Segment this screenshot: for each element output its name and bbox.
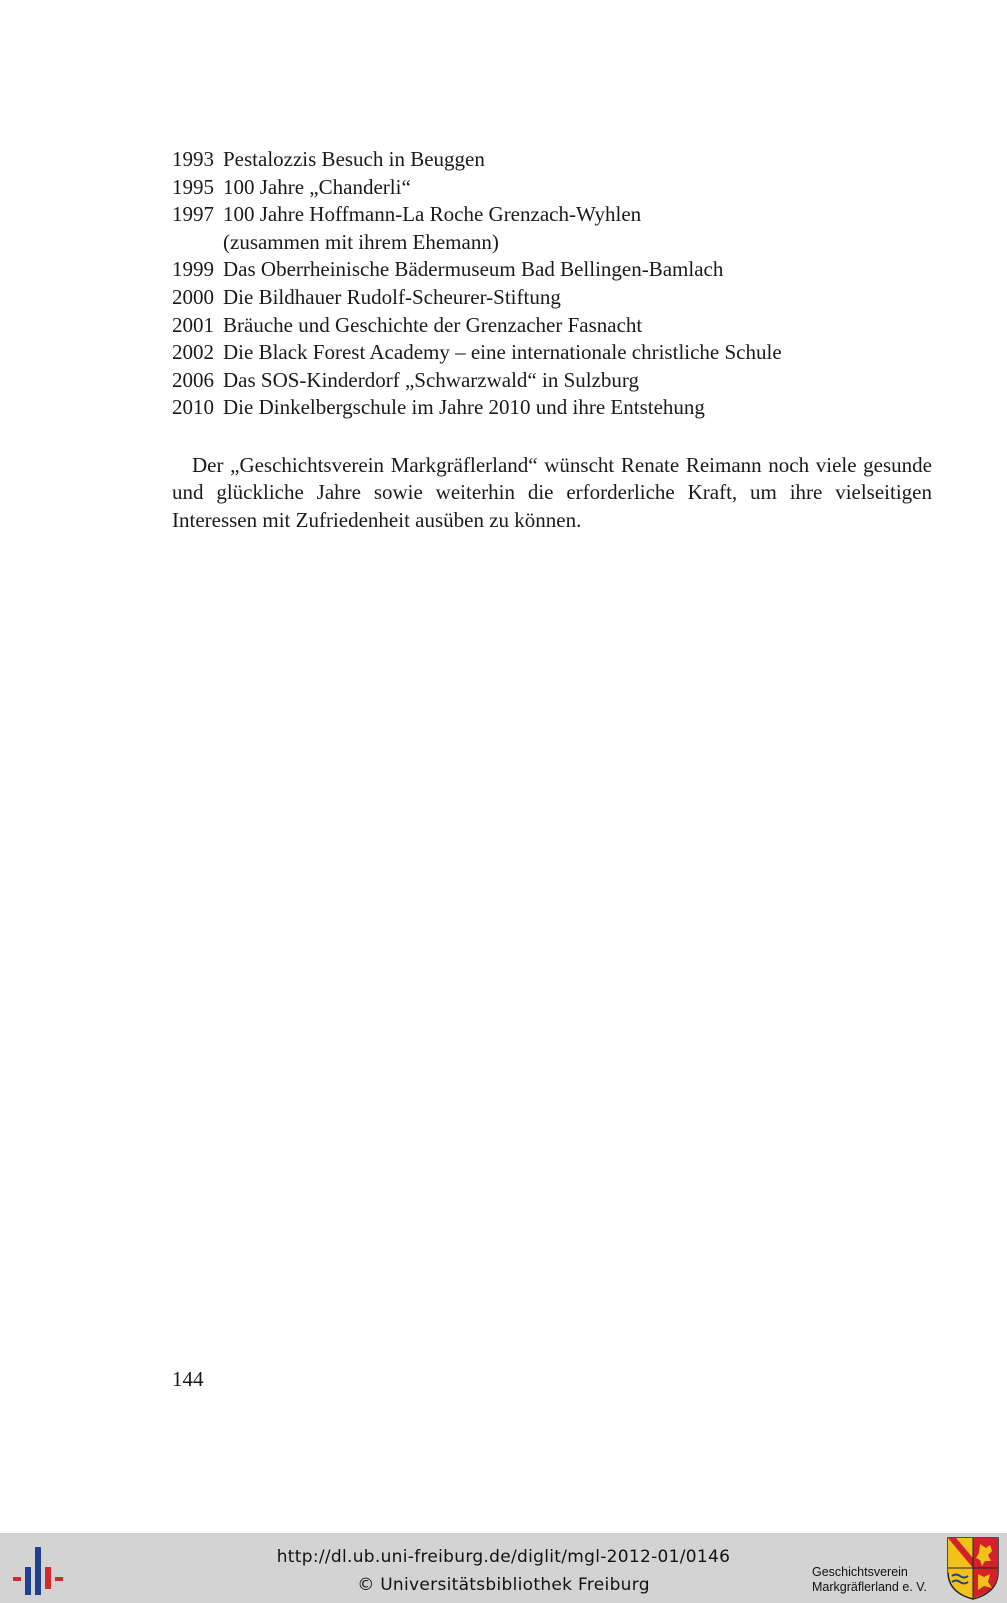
society-name-line-2: Markgräflerland e. V. bbox=[812, 1580, 927, 1594]
entry-text: Pestalozzis Besuch in Beuggen bbox=[223, 147, 485, 171]
list-item bbox=[172, 312, 932, 340]
entry-year: 1995 bbox=[172, 174, 214, 199]
entry-year: 2006 bbox=[172, 367, 214, 392]
source-url-link[interactable]: http://dl.ub.uni-freiburg.de/diglit/mgl-2012-01/0146 bbox=[276, 1547, 731, 1567]
copyright-text: © Universitätsbibliothek Freiburg bbox=[357, 1575, 650, 1595]
entry-year: 2010 bbox=[172, 395, 214, 420]
entry-text: Bräuche und Geschichte der Grenzacher Fasnacht bbox=[223, 312, 643, 337]
list-item bbox=[172, 394, 932, 422]
entry-text: Die Black Forest Academy – eine internationale christliche Schule bbox=[223, 340, 782, 365]
entry-text: Die Dinkelbergschule im Jahre 2010 und ihre Entstehung bbox=[223, 395, 705, 420]
entry-year: 1993 bbox=[172, 147, 214, 171]
list-item bbox=[172, 146, 932, 174]
entry-text: (zusammen mit ihrem Ehemann) bbox=[223, 229, 499, 254]
page-number: 144 bbox=[172, 1367, 204, 1391]
entry-year bbox=[172, 229, 223, 257]
list-item bbox=[172, 229, 932, 257]
entry-year: 2001 bbox=[172, 312, 214, 337]
list-item bbox=[172, 339, 932, 367]
list-item bbox=[172, 367, 932, 395]
entry-year: 2000 bbox=[172, 284, 214, 309]
closing-paragraph: Der „Geschichtsverein Markgräflerland“ wünscht Renate Reimann noch viele gesunde und glückliche Jahre sowie weiterhin die erforderliche Kraft, um ihre vielseitigen Interessen mit Zufriedenheit ausüben zu können. bbox=[172, 453, 932, 532]
entry-text: Die Bildhauer Rudolf-Scheurer-Stiftung bbox=[223, 284, 561, 309]
list-item bbox=[172, 201, 932, 229]
list-item bbox=[172, 174, 932, 202]
entry-text: Das Oberrheinische Bädermuseum Bad Bellingen-Bamlach bbox=[223, 257, 724, 282]
list-item bbox=[172, 256, 932, 284]
entry-year: 2002 bbox=[172, 340, 214, 365]
society-name-line-1: Geschichtsverein bbox=[812, 1565, 908, 1579]
entry-text: 100 Jahre Hoffmann-La Roche Grenzach-Wyhlen bbox=[223, 202, 642, 227]
entry-year: 1997 bbox=[172, 202, 214, 227]
entry-text: 100 Jahre „Chanderli“ bbox=[223, 174, 411, 199]
list-item bbox=[172, 284, 932, 312]
entry-year: 1999 bbox=[172, 257, 214, 282]
chronology-list bbox=[172, 146, 932, 422]
coat-of-arms-icon bbox=[946, 1536, 1000, 1600]
footer-bar bbox=[0, 1533, 1007, 1603]
society-name bbox=[812, 1565, 927, 1595]
entry-text: Das SOS-Kinderdorf „Schwarzwald“ in Sulzburg bbox=[223, 367, 640, 392]
